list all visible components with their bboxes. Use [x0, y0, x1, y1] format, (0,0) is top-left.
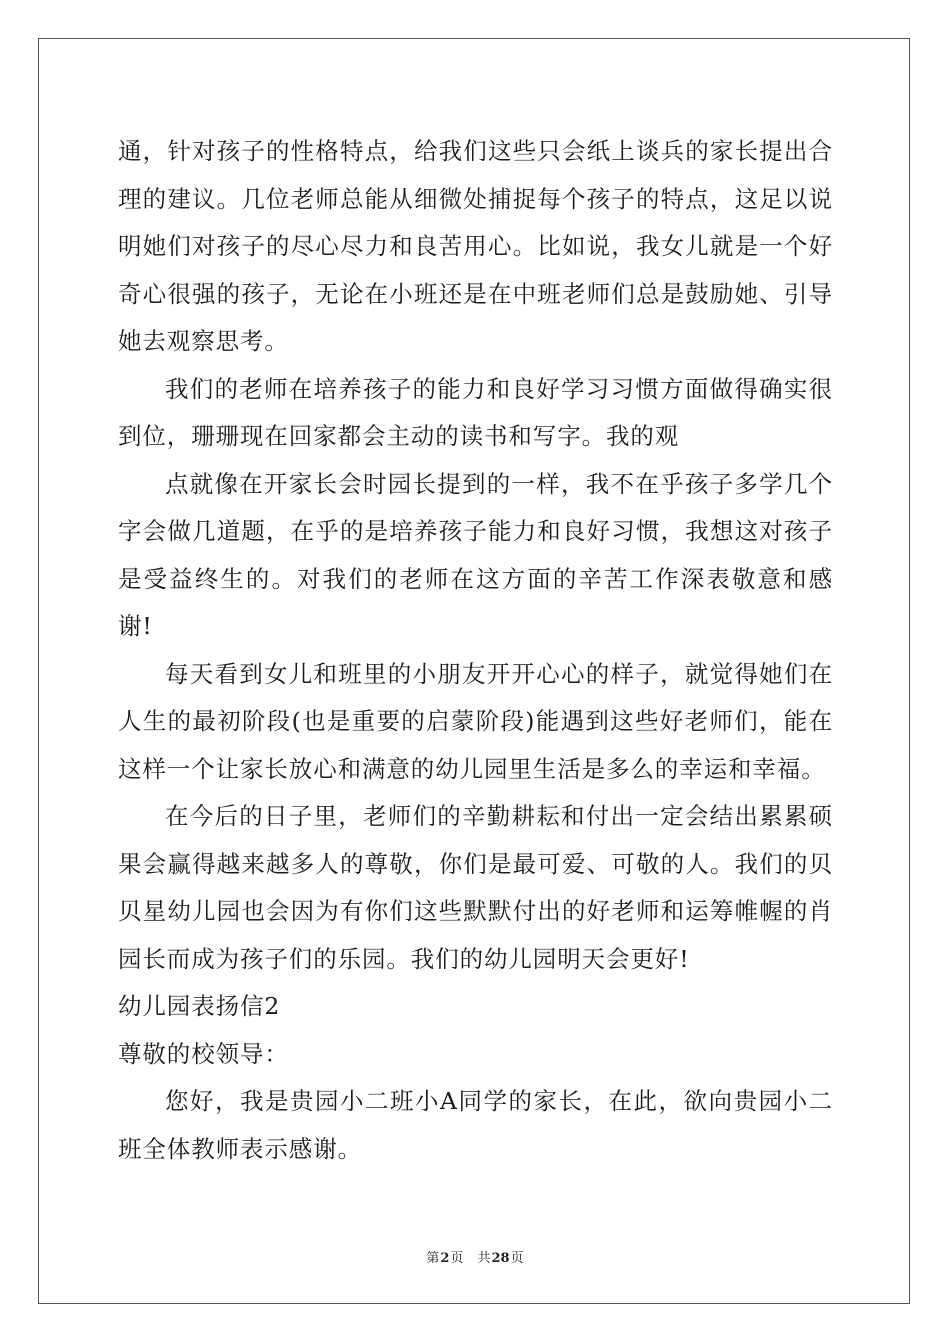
- footer-page-number: 2: [440, 1251, 450, 1266]
- footer-total-pages: 28: [491, 1251, 510, 1266]
- footer-prefix: 第: [426, 1251, 440, 1266]
- document-body: [118, 128, 833, 1173]
- paragraph-2: 我们的老师在培养孩子的能力和良好学习习惯方面做得确实很到位，珊珊现在回家都会主动的读书和写字。我的观: [118, 374, 833, 450]
- paragraph-3: 点就像在开家长会时园长提到的一样，我不在乎孩子多学几个字会做几道题，在乎的是培养孩子能力和良好习惯，我想这对孩子是受益终生的。对我们的老师在这方面的辛苦工作深表敬意和感谢!: [118, 469, 833, 640]
- footer-total-unit: 页: [510, 1251, 524, 1266]
- page-footer: [0, 1247, 950, 1266]
- paragraph-6: 您好，我是贵园小二班小A同学的家长，在此，欲向贵园小二班全体教师表示感谢。: [118, 1087, 833, 1163]
- section-title: 幼儿园表扬信2: [118, 992, 281, 1020]
- paragraph-4: 每天看到女儿和班里的小朋友开开心心的样子，就觉得她们在人生的最初阶段(也是重要的启蒙阶段)能遇到这些好老师们，能在这样一个让家长放心和满意的幼儿园里生活是多么的幸运和幸福。: [118, 659, 833, 783]
- footer-page-unit: 页: [450, 1251, 464, 1266]
- paragraph-1: 通，针对孩子的性格特点，给我们这些只会纸上谈兵的家长提出合理的建议。几位老师总能从细微处捕捉每个孩子的特点，这足以说明她们对孩子的尽心尽力和良苦用心。比如说，我女儿就是一个好奇心很强的孩子，无论在小班还是在中班老师们总是鼓励她、引导她去观察思考。: [118, 137, 833, 355]
- salutation: 尊敬的校领导：: [118, 1039, 289, 1068]
- paragraph-5: 在今后的日子里，老师们的辛勤耕耘和付出一定会结出累累硕果会赢得越来越多人的尊敬，你们是最可爱、可敬的人。我们的贝贝星幼儿园也会因为有你们这些默默付出的好老师和运筹帷幄的肖园长而成为孩子们的乐园。我们的幼儿园明天会更好!: [118, 802, 833, 973]
- footer-total-prefix: 共: [477, 1251, 491, 1266]
